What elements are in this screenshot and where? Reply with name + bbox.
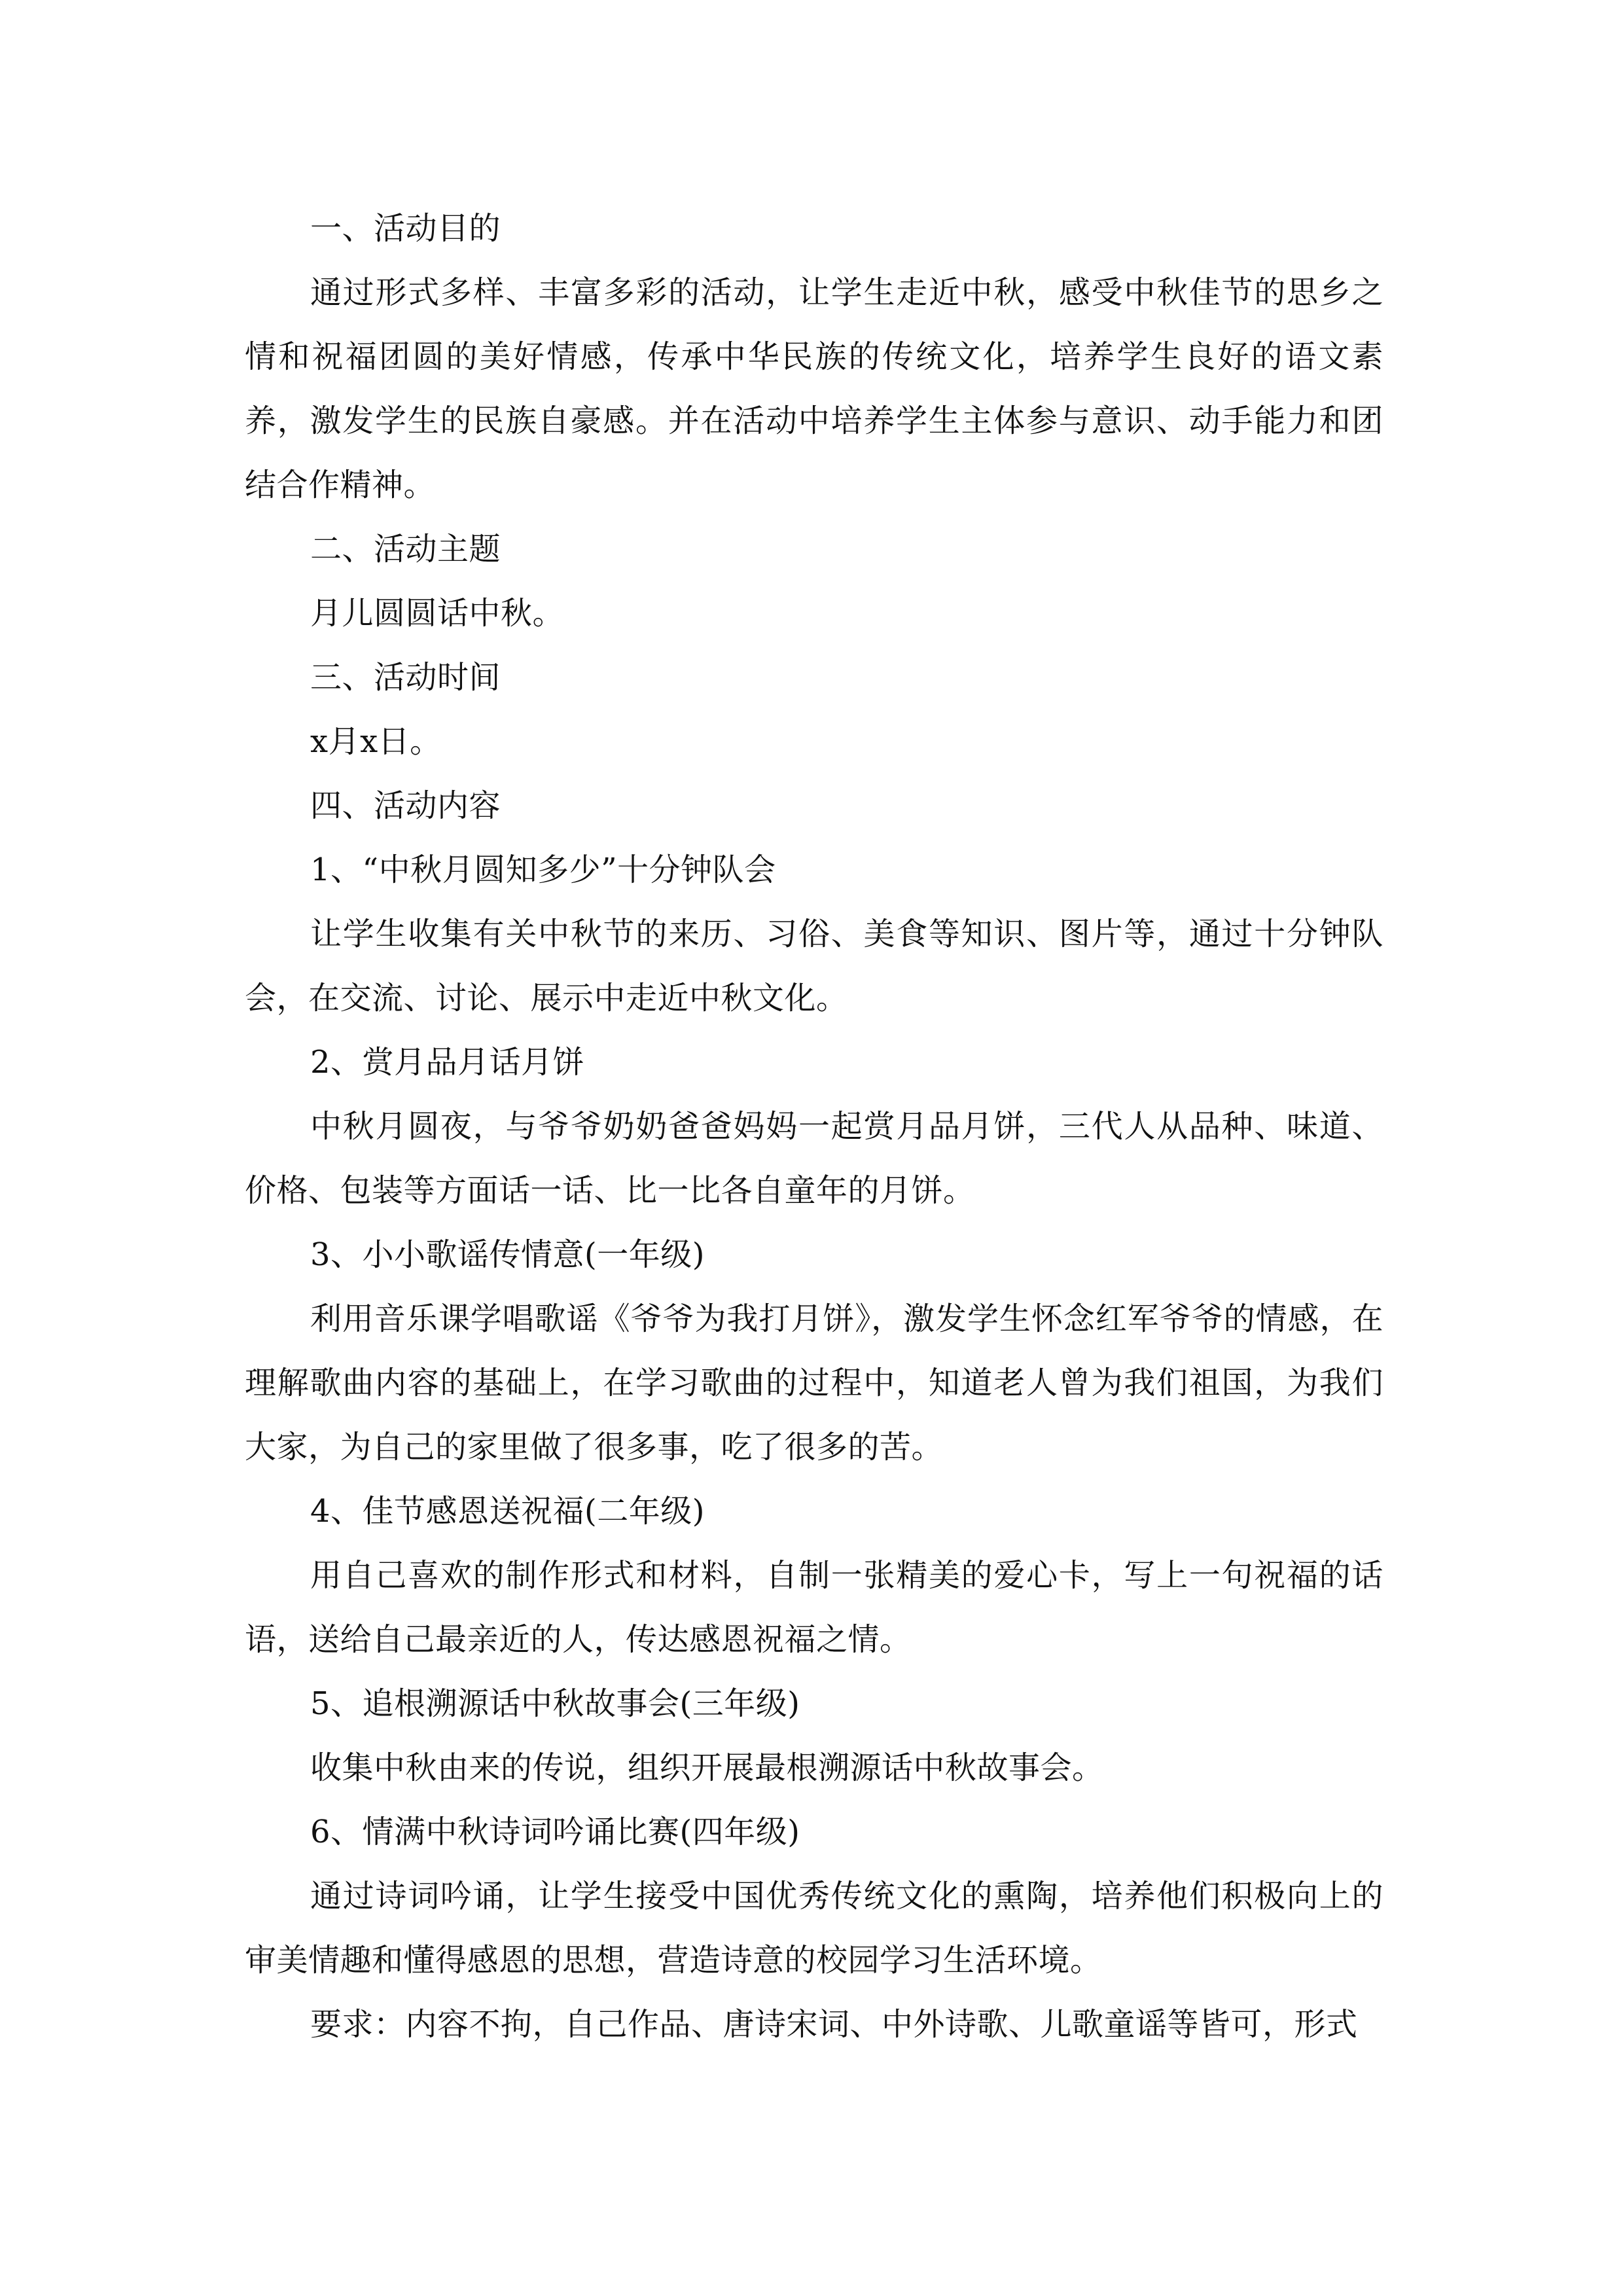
document-body (245, 196, 1383, 2056)
paragraph-theme: 月儿圆圆话中秋。 (310, 595, 565, 632)
heading-content: 四、活动内容 (310, 787, 501, 824)
heading-time: 三、活动时间 (310, 659, 501, 696)
paragraph-purpose: 通过形式多样、丰富多彩的活动，让学生走近中秋，感受中秋佳节的思乡之情和祝福团圆的美好情感，传承中华民族的传统文化，培养学生良好的语文素养，激发学生的民族自豪感。并在活动中培养学生主体参与意识、动手能力和团结合作精神。 (245, 274, 1383, 503)
item-1-title: 1、“中秋月圆知多少”十分钟队会 (310, 852, 776, 888)
item-3-title: 3、小小歌谣传情意(一年级) (310, 1236, 705, 1273)
item-4-text: 用自己喜欢的制作形式和材料，自制一张精美的爱心卡，写上一句祝福的话语，送给自己最亲近的人，传达感恩祝福之情。 (245, 1557, 1383, 1658)
heading-purpose: 一、活动目的 (310, 210, 501, 247)
item-5-title: 5、追根溯源话中秋故事会(三年级) (310, 1685, 800, 1722)
item-1-text: 让学生收集有关中秋节的来历、习俗、美食等知识、图片等，通过十分钟队会，在交流、讨论、展示中走近中秋文化。 (245, 916, 1383, 1016)
item-3-text: 利用音乐课学唱歌谣《爷爷为我打月饼》，激发学生怀念红军爷爷的情感，在理解歌曲内容的基础上，在学习歌曲的过程中，知道老人曾为我们祖国，为我们大家，为自己的家里做了很多事，吃了很多的苦。 (245, 1300, 1383, 1465)
item-4-title: 4、佳节感恩送祝福(二年级) (310, 1493, 705, 1530)
paragraph-time: x月x日。 (310, 723, 442, 760)
item-6-text: 通过诗词吟诵，让学生接受中国优秀传统文化的熏陶，培养他们积极向上的审美情趣和懂得感恩的思想，营造诗意的校园学习生活环境。 (245, 1878, 1383, 1979)
item-5-text: 收集中秋由来的传说，组织开展最根溯源话中秋故事会。 (310, 1749, 1104, 1786)
heading-theme: 二、活动主题 (310, 531, 501, 567)
item-2-text: 中秋月圆夜，与爷爷奶奶爸爸妈妈一起赏月品月饼，三代人从品种、味道、价格、包装等方面话一话、比一比各自童年的月饼。 (245, 1108, 1383, 1209)
requirements-text: 要求：内容不拘，自己作品、唐诗宋词、中外诗歌、儿歌童谣等皆可，形式 (310, 2006, 1358, 2043)
item-2-title: 2、赏月品月话月饼 (310, 1044, 585, 1081)
item-6-title: 6、情满中秋诗词吟诵比赛(四年级) (310, 1814, 800, 1850)
